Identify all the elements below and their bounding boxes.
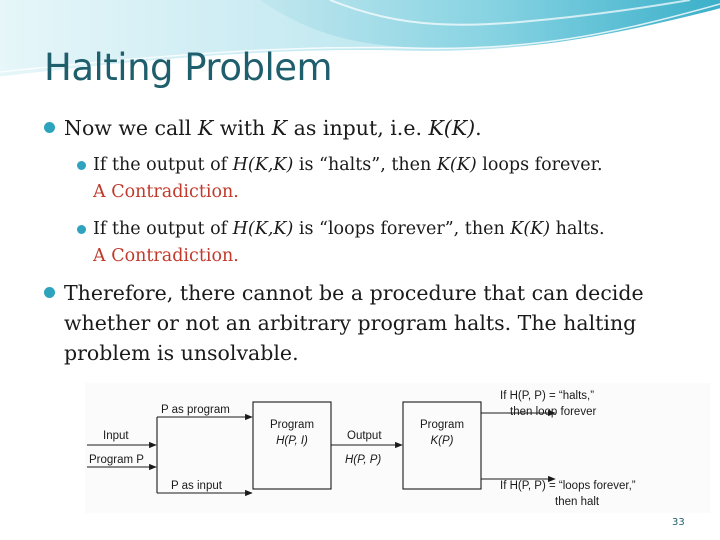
- box2-expr: K(P): [430, 435, 454, 447]
- bullet-dot-icon: [77, 161, 86, 170]
- bullet-call-k: [44, 113, 704, 143]
- label-p-as-input: P as input: [171, 480, 222, 492]
- label-output: Output: [347, 430, 382, 442]
- box1-expr: H(P, I): [276, 435, 308, 447]
- halting-diagram: [85, 383, 710, 513]
- bullet-text: If the output of H(K,K) is “halts”, then K(K) loops forever. A Contradiction.: [93, 152, 603, 206]
- note-bottom-line1: If H(P, P) = “loops forever,”: [500, 480, 636, 492]
- bullet-text: Therefore, there cannot be a procedure that can decide whether or not an arbitrary program halts. The halting problem is unsolvable.: [64, 281, 644, 365]
- bullet-dot-icon: [44, 287, 55, 298]
- bullet-dot-icon: [77, 225, 86, 234]
- bullet-conclusion: [44, 278, 694, 368]
- box2-label: Program: [419, 419, 465, 431]
- note-top-line2: then loop forever: [510, 406, 597, 418]
- bullet-dot-icon: [44, 122, 55, 133]
- slide-title: Halting Problem: [44, 46, 333, 89]
- bullet-text: Now we call K with K as input, i.e. K(K).: [64, 116, 482, 140]
- label-p-as-program: P as program: [161, 404, 230, 416]
- label-output-expr: H(P, P): [345, 454, 382, 466]
- label-input: Input: [103, 430, 129, 442]
- bullet-text: If the output of H(K,K) is “loops forever”, then K(K) halts. A Contradiction.: [93, 216, 605, 270]
- label-program-p: Program P: [89, 454, 144, 466]
- page-number: 33: [672, 517, 685, 528]
- sub-bullet-halts-case: [77, 152, 707, 206]
- box1-label: Program: [269, 419, 315, 431]
- note-top-line1: If H(P, P) = “halts,”: [500, 390, 595, 402]
- contradiction-label: A Contradiction.: [93, 246, 239, 266]
- sub-bullet-loops-case: [77, 216, 707, 270]
- contradiction-label: A Contradiction.: [93, 182, 239, 202]
- note-bottom-line2: then halt: [555, 496, 600, 508]
